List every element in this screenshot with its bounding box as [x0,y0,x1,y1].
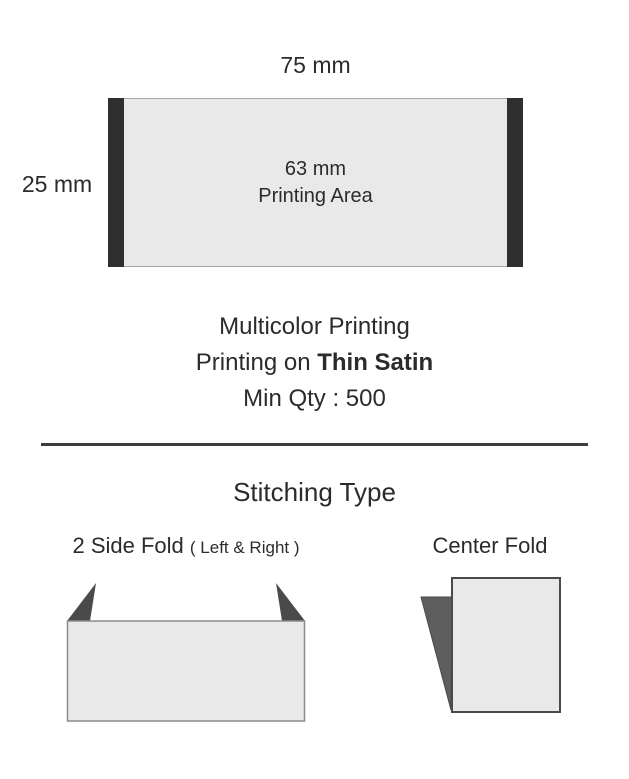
two-side-fold-sheet [68,621,305,721]
label-right-edge-bar [507,98,523,267]
two-side-fold-label [62,533,310,559]
printing-type-line: Multicolor Printing [219,313,410,340]
material-name: Thin Satin [317,349,434,376]
left-fold-flap [67,583,96,621]
center-fold-back-flap [421,597,452,710]
two-side-fold-label-main: 2 Side Fold [72,533,184,558]
printing-area-label: Printing Area [258,184,373,207]
label-width-dimension: 75 mm [280,52,351,78]
material-line [0,345,629,381]
center-fold-sheet [452,578,560,712]
material-line-prefix: Printing on [195,349,318,376]
printing-details [0,309,629,417]
printing-area-width: 63 mm [284,157,347,180]
label-diagram [108,98,523,267]
center-fold-label: Center Fold [432,533,548,558]
fold-diagrams [0,570,629,730]
stitching-type-heading: Stitching Type [233,477,396,507]
min-qty-line: Min Qty : 500 [243,385,386,412]
right-fold-flap [276,583,305,621]
two-side-fold-label-note: ( Left & Right ) [189,538,300,557]
label-height-dimension: 25 mm [21,171,93,197]
section-divider [41,443,588,446]
printing-area-caption [258,156,373,210]
label-left-edge-bar [108,98,124,267]
